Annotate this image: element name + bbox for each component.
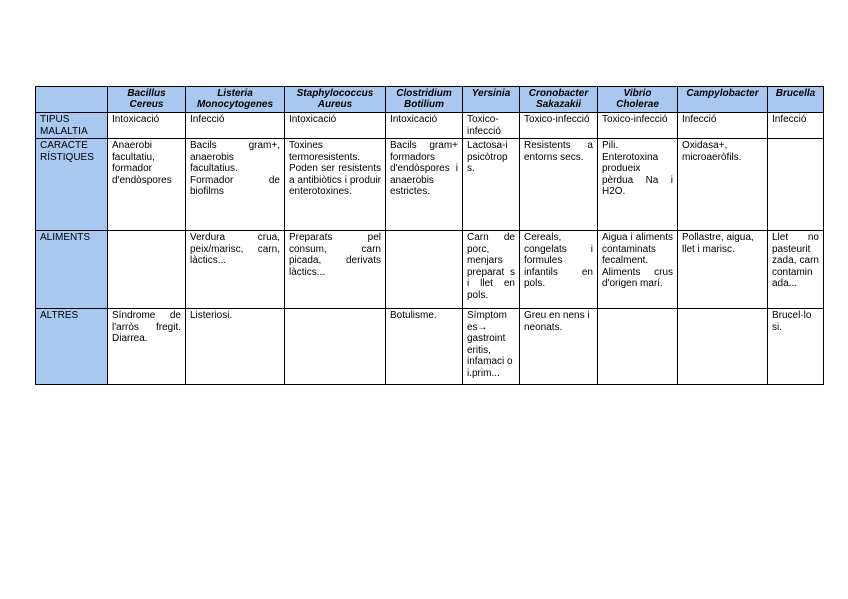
table-cell: Listeriosi. [186,309,285,385]
table-cell: Aigua i aliments contaminats fecalment. Aliments crus d'origen marí. [598,231,678,309]
header-cell: Campylobacter [678,87,768,113]
table-cell: Toxico-infecció [520,113,598,139]
table-cell: Preparats pel consum, carn picada, derivats làctics... [285,231,386,309]
header-cell: Vibrio Cholerae [598,87,678,113]
table-cell: Lactosa-i psicòtrop s. [463,139,520,231]
table-cell: Intoxicació [386,113,463,139]
table-cell: Símptom es→ gastroint eritis, infamaci o i.prim... [463,309,520,385]
header-cell: Yersinia [463,87,520,113]
table-cell [108,231,186,309]
row-label: ALTRES [36,309,108,385]
table-cell [285,309,386,385]
table-row [36,139,824,231]
table-cell: Bacils gram+, anaerobis facultatius. Formador de biofilms [186,139,285,231]
row-label: ALIMENTS [36,231,108,309]
table-cell [678,309,768,385]
table-cell: Anaerobi facultatiu, formador d'endòspores [108,139,186,231]
table-cell [386,231,463,309]
header-row [36,87,824,113]
table-cell: Toxico-infecció [598,113,678,139]
table-cell: Cereals, congelats i formules infantils en pols. [520,231,598,309]
table-row [36,309,824,385]
bacteria-table [35,86,824,385]
table-cell: Botulisme. [386,309,463,385]
table-row [36,231,824,309]
header-cell: Staphylococcus Aureus [285,87,386,113]
table-cell: Bacils gram+ formadors d'endòspores i anaerobis estrictes. [386,139,463,231]
table-cell: Carn de porc, menjars preparat s i llet en pols. [463,231,520,309]
table-cell: Pili. Enterotoxina produeix pèrdua Na i H2O. [598,139,678,231]
table-cell: Greu en nens i neonats. [520,309,598,385]
table-cell: Pollastre, aigua, llet i marisc. [678,231,768,309]
table-cell: Síndrome de l'arròs fregit. Diarrea. [108,309,186,385]
row-label: TIPUS MALALTIA [36,113,108,139]
header-corner [36,87,108,113]
header-cell: Brucella [768,87,824,113]
table-cell: Infecció [678,113,768,139]
header-cell: Listeria Monocytogenes [186,87,285,113]
table-cell: Intoxicació [285,113,386,139]
table-cell: Intoxicació [108,113,186,139]
table-cell: Toxico-infecció [463,113,520,139]
table-cell [768,139,824,231]
table-cell: Infecció [186,113,285,139]
table-cell: Oxidasa+, microaeròfils. [678,139,768,231]
header-cell: Cronobacter Sakazakii [520,87,598,113]
table-row [36,113,824,139]
header-cell: Clostridium Botilium [386,87,463,113]
table-cell: Resistents a entorns secs. [520,139,598,231]
table-cell [598,309,678,385]
row-label: CARACTE RÍSTIQUES [36,139,108,231]
table-cell: Brucel·lo si. [768,309,824,385]
table-cell: Infecció [768,113,824,139]
table-cell: Llet no pasteurit zada, carn contamin ada... [768,231,824,309]
table-cell: Toxines termoresistents. Poden ser resistents a antibiòtics i produir enterotoxines. [285,139,386,231]
header-cell: Bacillus Cereus [108,87,186,113]
table-cell: Verdura crua, peix/marisc, carn, làctics... [186,231,285,309]
